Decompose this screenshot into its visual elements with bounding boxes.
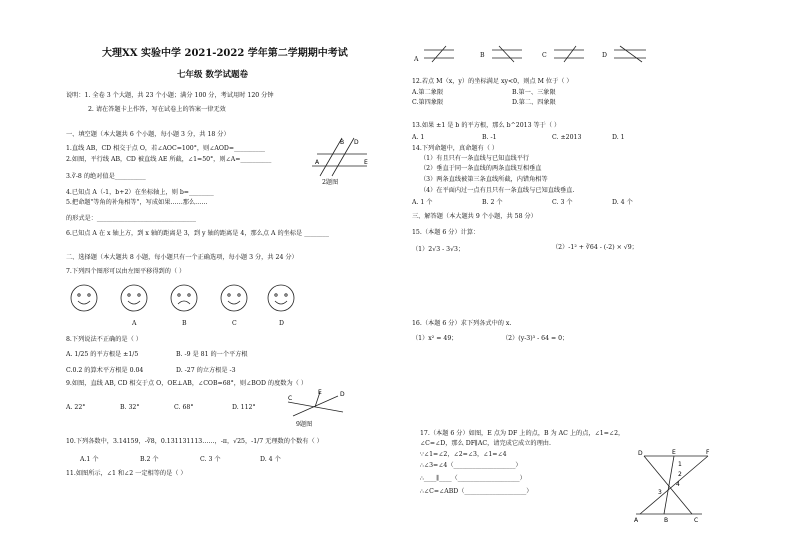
question-16-part-2: （2）(y-3)³ - 64 = 0；	[502, 335, 569, 342]
question-9-option-d: D. 112°	[232, 404, 256, 411]
question-8-option-a: A. 1/25 的平方根是 ±1/5	[66, 351, 139, 358]
question-8-option-c: C.0.2 的算术平方根是 0.04	[66, 367, 144, 374]
question-5: 5.把命题"等角的补角相等"，写成如果……那么……	[66, 199, 208, 206]
question-14-item-1: （1）有且只有一条直线与已知直线平行	[420, 155, 530, 162]
svg-text:D: D	[340, 391, 345, 398]
question-9-option-c: C. 68°	[174, 404, 194, 411]
smiley-face-c	[221, 285, 247, 311]
figure-q17-label-c: C	[694, 517, 699, 524]
q11-label-b: B	[480, 52, 485, 59]
question-14-option-a: A. 1 个	[412, 199, 433, 206]
question-14-option-b: B. 2 个	[482, 199, 503, 206]
question-14-option-c: C. 3 个	[552, 199, 573, 206]
question-9-option-a: A. 22°	[66, 404, 86, 411]
question-15-part-1: （1）2√3 - 3√3；	[412, 246, 465, 253]
question-11: 11.如图所示，∠1 和∠2 一定相等的是（ ）	[66, 470, 187, 477]
figure-q11-c	[554, 46, 584, 62]
figure-q11-b	[492, 46, 522, 62]
question-14-option-d: D. 4 个	[612, 199, 633, 206]
question-10-option-c: C. 3 个	[200, 456, 221, 463]
question-6: 6.已知点 A 在 x 轴上方，到 x 轴的距离是 3，到 y 轴的距离是 4，那么点 A 的坐标是 ________	[66, 230, 329, 237]
figure-q9-caption: 9题图	[296, 421, 313, 428]
section2-heading: 二、选择题（本大题共 8 小题，每小题只有一个正确选项，每小题 3 分，共 24 分）	[66, 254, 298, 261]
smiley-face-original	[71, 285, 97, 311]
question-10-option-a: A.1 个	[80, 456, 99, 463]
exam-subtitle: 七年级 数学试题卷	[177, 70, 248, 80]
question-14-item-3: （3）两条直线被第三条直线所截，内错角相等	[420, 176, 548, 183]
figure-q17-label-a: A	[634, 517, 639, 524]
question-15-part-2: （2）-1² + ∛64 - (-2) × √9；	[552, 244, 638, 251]
question-13-option-b: B. -1	[482, 134, 497, 141]
question-14-item-2: （2）垂直于同一条直线的两条直线互相垂直	[420, 165, 542, 172]
face-label-d: D	[279, 320, 284, 327]
question-8-option-b: B. -9 是 81 的一个平方根	[176, 351, 248, 358]
question-17-line-2: ∴∠3=∠4（____________________）	[420, 462, 522, 469]
question-10-option-d: D. 4 个	[260, 456, 281, 463]
svg-text:C: C	[288, 395, 293, 402]
svg-text:E: E	[318, 389, 322, 396]
question-17-line-3: ∴____∥____（____________________）	[420, 475, 526, 482]
question-17-prompt: ∠C=∠D，那么 DF∥AC，请完成它成立的理由.	[420, 440, 551, 447]
note-1: 说明：1. 全卷 3 个大题，共 23 个小题；满分 100 分，考试用时 120 分钟	[66, 92, 274, 99]
question-10: 10.下列各数中，3.14159，-∛8，0.131131113……，-π，√25，-1/7 无理数的个数有（ ）	[66, 438, 323, 445]
figure-q17-label-d: D	[638, 450, 643, 457]
figure-q17-angle-4: 4	[676, 481, 680, 488]
q11-label-c: C	[542, 52, 547, 59]
question-3: 3.∛-8 的绝对值是__________	[66, 173, 146, 180]
smiley-face-d	[268, 285, 294, 311]
smiley-face-a	[121, 285, 147, 311]
question-17-line-4: ∴∠C=∠ABD（____________________）	[420, 488, 533, 495]
question-13: 13.如果 ±1 是 b 的平方根，那么 b^2013 等于（ ）	[412, 122, 561, 129]
figure-q17-angle-2: 2	[678, 471, 682, 478]
figure-q2	[312, 136, 372, 181]
question-17: 17.（本题 6 分）如图，E 点为 DF 上的点，B 为 AC 上的点，∠1=∠2，	[420, 430, 625, 437]
question-15: 15.（本题 6 分）计算：	[412, 229, 480, 236]
question-12-option-d: D.第二、四象限	[512, 99, 556, 106]
figure-q11-d	[614, 46, 646, 62]
question-16: 16.（本题 6 分）求下列各式中的 x.	[412, 320, 512, 327]
face-label-c: C	[232, 320, 237, 327]
question-5-blank: 的形式是：________________________________	[66, 215, 196, 222]
question-8-option-d: D. -27 的立方根是 -3	[176, 367, 236, 374]
figure-q17-label-e: E	[672, 449, 676, 456]
figure-q17-label-b: B	[664, 517, 669, 524]
question-17-line-1: ∵∠1=∠2，∠2=∠3，∠1=∠4	[420, 451, 507, 458]
question-9-option-b: B. 32°	[120, 404, 140, 411]
figure-q2-caption: 2题图	[322, 179, 339, 186]
svg-text:A: A	[315, 159, 320, 166]
question-8: 8.下列说法不正确的是（ ）	[66, 336, 142, 343]
figure-q11-options	[414, 44, 654, 64]
smiley-face-b	[171, 285, 197, 311]
question-7: 7.下列四个图形可以由左图平移得到的（ ）	[66, 268, 186, 275]
question-12: 12.若点 M（x，y）的坐标满足 xy<0，则点 M 位于（ ）	[412, 78, 573, 85]
question-12-option-a: A.第二象限	[412, 89, 444, 96]
question-13-option-a: A. 1	[412, 134, 425, 141]
question-13-option-d: D. 1	[612, 134, 625, 141]
face-label-b: B	[182, 320, 187, 327]
note-2: 2. 请在答题卡上作答，写在试卷上的答案一律无效	[88, 106, 226, 113]
question-14-item-4: （4）在平面内过一点有且只有一条直线与已知直线垂直.	[420, 187, 575, 194]
question-9: 9.如图，直线 AB, CD 相交于点 O，OE⊥AB，∠COB=68°，则∠BOD 的度数为（ ）	[66, 380, 308, 387]
question-14: 14.下列命题中，真命题有（ ）	[412, 145, 499, 152]
question-2: 2.如图，平行线 AB，CD 被直线 AE 所截，∠1=50°，则∠A=__________	[66, 156, 272, 163]
face-label-a: A	[132, 320, 137, 327]
svg-text:E: E	[364, 159, 368, 166]
figure-q9	[288, 389, 348, 420]
smiley-faces	[70, 283, 275, 318]
question-12-option-b: B.第一、三象限	[512, 89, 556, 96]
svg-text:B: B	[340, 139, 345, 146]
question-1: 1.直线 AB，CD 相交于点 O，若∠AOC=100°，则∠AOD=__________	[66, 145, 266, 152]
figure-q17-angle-3: 3	[658, 489, 662, 496]
question-12-option-c: C.第四象限	[412, 99, 444, 106]
figure-q17-label-f: F	[706, 449, 710, 456]
exam-title: 大理XX 实验中学 2021-2022 学年第二学期期中考试	[102, 48, 348, 59]
q11-label-a: A	[414, 56, 419, 63]
figure-q17	[634, 449, 716, 524]
figure-q11-a	[424, 46, 454, 62]
question-10-option-b: B.2 个	[140, 456, 159, 463]
question-13-option-c: C. ±2013	[552, 134, 582, 141]
section1-heading: 一、填空题（本大题共 6 个小题，每小题 3 分，共 18 分）	[66, 131, 230, 138]
question-16-part-1: （1）x² = 49；	[412, 335, 458, 342]
svg-text:D: D	[354, 139, 359, 146]
figure-q17-angle-1: 1	[678, 461, 682, 468]
question-4: 4.已知点 A（-1，b+2）在坐标轴上，则 b=________	[66, 189, 214, 196]
q11-label-d: D	[602, 52, 607, 59]
section3-heading: 三、解答题（本大题共 9 个小题，共 58 分）	[412, 213, 537, 220]
